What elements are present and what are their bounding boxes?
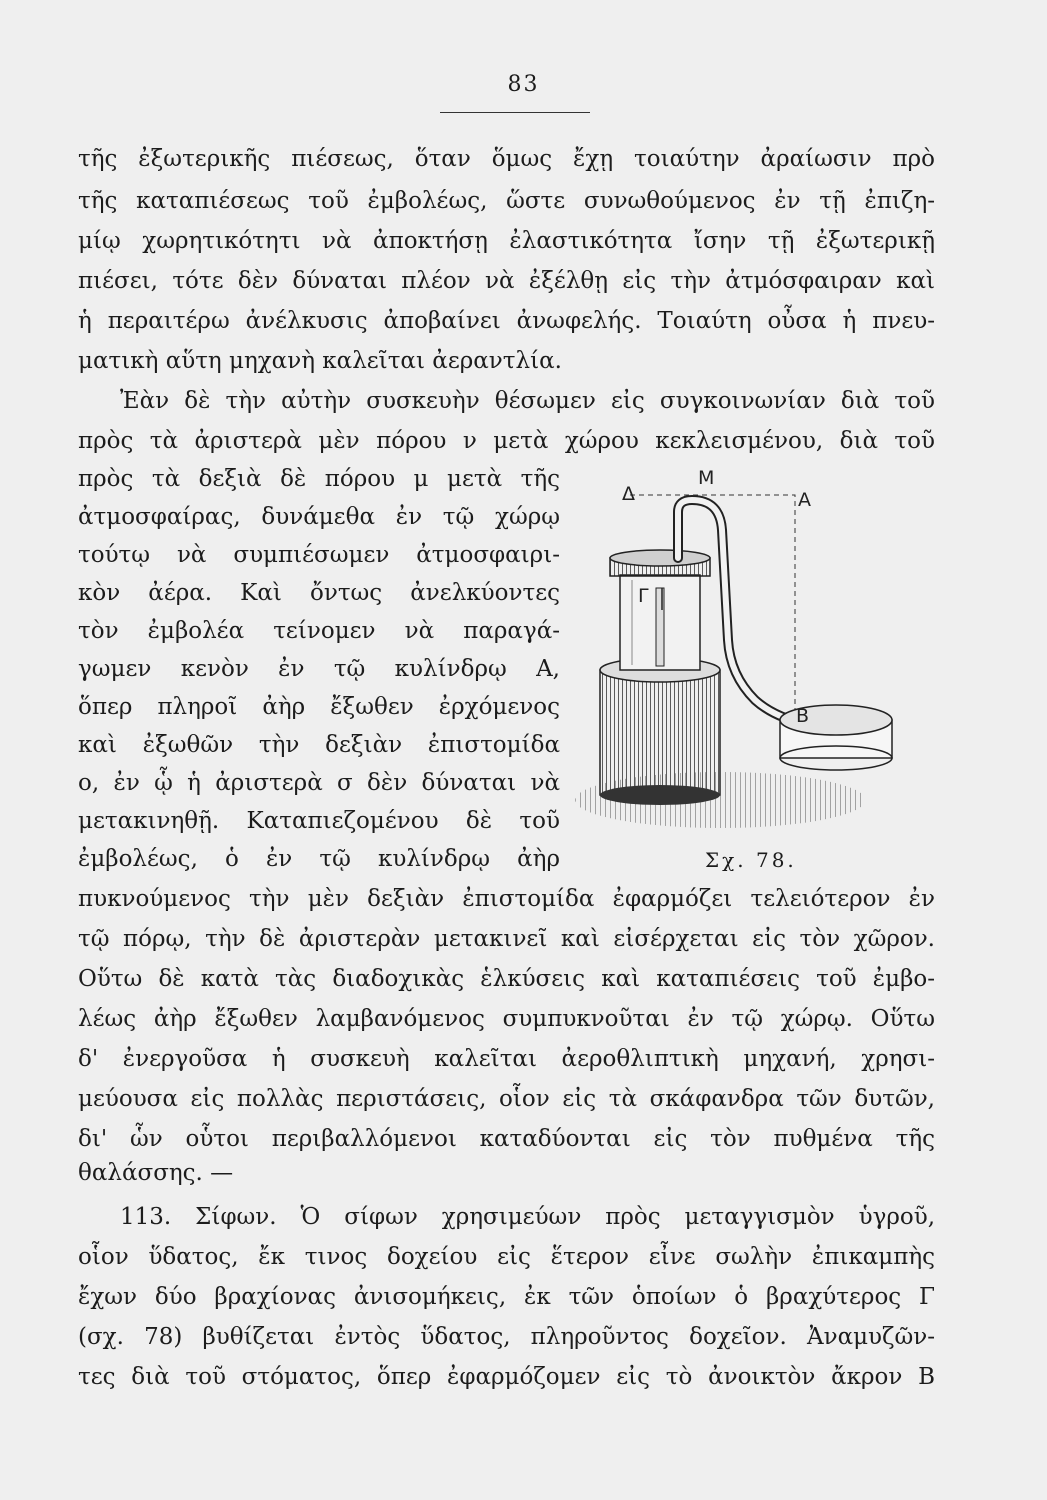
body-line: 113. Σίφων. Ὁ σίφων χρησιμεύων πρὸς μεταγγισμὸν ὑγροῦ,: [120, 1204, 935, 1230]
siphon-apparatus-figure: [570, 470, 940, 850]
body-line: τὸν ἐμβολέα τείνομεν νὰ παραγά-: [78, 618, 560, 644]
label-delta: Δ: [622, 483, 635, 505]
body-line: μετακινηθῇ. Καταπιεζομένου δὲ τοῦ: [78, 808, 560, 834]
figure-caption: Σχ. 78.: [705, 848, 797, 872]
body-line: τῆς ἐξωτερικῆς πιέσεως, ὅταν ὅμως ἔχῃ τοιαύτην ἀραίωσιν πρὸ: [78, 146, 935, 172]
body-line: ἐμβολέως, ὁ ἐν τῷ κυλίνδρῳ ἀὴρ: [78, 846, 560, 872]
label-gamma: Γ: [638, 585, 649, 607]
page-number-rule: [440, 112, 590, 113]
body-line: πρὸς τὰ ἀριστερὰ μὲν πόρου ν μετὰ χώρου κεκλεισμένου, διὰ τοῦ: [78, 428, 935, 454]
stopper-top: [610, 550, 710, 566]
body-line: κὸν ἀέρα. Καὶ ὄντως ἀνελκύοντες: [78, 580, 560, 606]
siphon-illustration: [570, 470, 940, 850]
body-line: γωμεν κενὸν ἐν τῷ κυλίνδρῳ Α,: [78, 656, 560, 682]
base-cylinder: [600, 670, 720, 795]
body-line: πρὸς τὰ δεξιὰ δὲ πόρου μ μετὰ τῆς: [78, 466, 560, 492]
body-line: ματικὴ αὕτη μηχανὴ καλεῖται ἀεραντλία.: [78, 348, 562, 374]
base-cylinder-bottom: [600, 785, 720, 805]
body-line: ο, ἐν ᾧ ἡ ἀριστερὰ σ δὲν δύναται νὰ: [78, 770, 560, 796]
body-line: ἔχων δύο βραχίονας ἀνισομήκεις, ἐκ τῶν ὁποίων ὁ βραχύτερος Γ: [78, 1284, 935, 1310]
body-line: τες διὰ τοῦ στόματος, ὅπερ ἐφαρμόζομεν εἰς τὸ ἀνοικτὸν ἄκρον Β: [78, 1364, 935, 1390]
body-line: ἀτμοσφαίρας, δυνάμεθα ἐν τῷ χώρῳ: [78, 504, 560, 530]
body-line: δ' ἐνεργοῦσα ἡ συσκευὴ καλεῖται ἀεροθλιπτικὴ μηχανή, χρησι-: [78, 1046, 935, 1072]
label-mu: M: [698, 470, 715, 489]
label-beta: B: [796, 705, 810, 727]
body-line: καὶ ἐξωθῶν τὴν δεξιὰν ἐπιστομίδα: [78, 732, 560, 758]
body-line: τούτῳ νὰ συμπιέσωμεν ἀτμοσφαιρι-: [78, 542, 560, 568]
body-line: μεύουσα εἰς πολλὰς περιστάσεις, οἷον εἰς τὰ σκάφανδρα τῶν δυτῶν,: [78, 1086, 935, 1112]
body-line: μίῳ χωρητικότητι νὰ ἀποκτήσῃ ἐλαστικότητα ἴσην τῇ ἐξωτερικῇ: [78, 228, 935, 254]
body-line: Ἐὰν δὲ τὴν αὐτὴν συσκευὴν θέσωμεν εἰς συγκοινωνίαν διὰ τοῦ: [120, 388, 935, 414]
label-alpha: A: [798, 489, 811, 511]
body-line: οἷον ὕδατος, ἔκ τινος δοχείου εἰς ἕτερον εἶνε σωλὴν ἐπικαμπὴς: [78, 1244, 935, 1270]
body-line: θαλάσσης. —: [78, 1160, 234, 1186]
body-line: ἡ περαιτέρω ἀνέλκυσις ἀποβαίνει ἀνωφελής. Τοιαύτη οὖσα ἡ πνευ-: [78, 308, 935, 334]
body-line: τῷ πόρῳ, τὴν δὲ ἀριστερὰν μετακινεῖ καὶ εἰσέρχεται εἰς τὸν χῶρον.: [78, 926, 935, 952]
body-line: τῆς καταπιέσεως τοῦ ἐμβολέως, ὥστε συνωθούμενος ἐν τῇ ἐπιζη-: [78, 188, 935, 214]
body-line: ὅπερ πληροῖ ἀὴρ ἔξωθεν ἐρχόμενος: [78, 694, 560, 720]
body-line: δι' ὧν οὗτοι περιβαλλόμενοι καταδύονται εἰς τὸν πυθμένα τῆς: [78, 1126, 935, 1152]
page-number: 83: [507, 72, 540, 97]
body-line: πυκνούμενος τὴν μὲν δεξιὰν ἐπιστομίδα ἐφαρμόζει τελειότερον ἐν: [78, 886, 935, 912]
body-line: Οὕτω δὲ κατὰ τὰς διαδοχικὰς ἑλκύσεις καὶ καταπιέσεις τοῦ ἐμβο-: [78, 966, 935, 992]
body-line: πιέσει, τότε δὲν δύναται πλέον νὰ ἐξέλθῃ εἰς τὴν ἀτμόσφαιραν καὶ: [78, 268, 935, 294]
piston-rod: [656, 588, 664, 666]
body-line: (σχ. 78) βυθίζεται ἐντὸς ὕδατος, πληροῦντος δοχεῖον. Ἀναμυζῶν-: [78, 1324, 935, 1350]
body-line: λέως ἀὴρ ἔξωθεν λαμβανόμενος συμπυκνοῦται ἐν τῷ χώρῳ. Οὕτω: [78, 1006, 935, 1032]
